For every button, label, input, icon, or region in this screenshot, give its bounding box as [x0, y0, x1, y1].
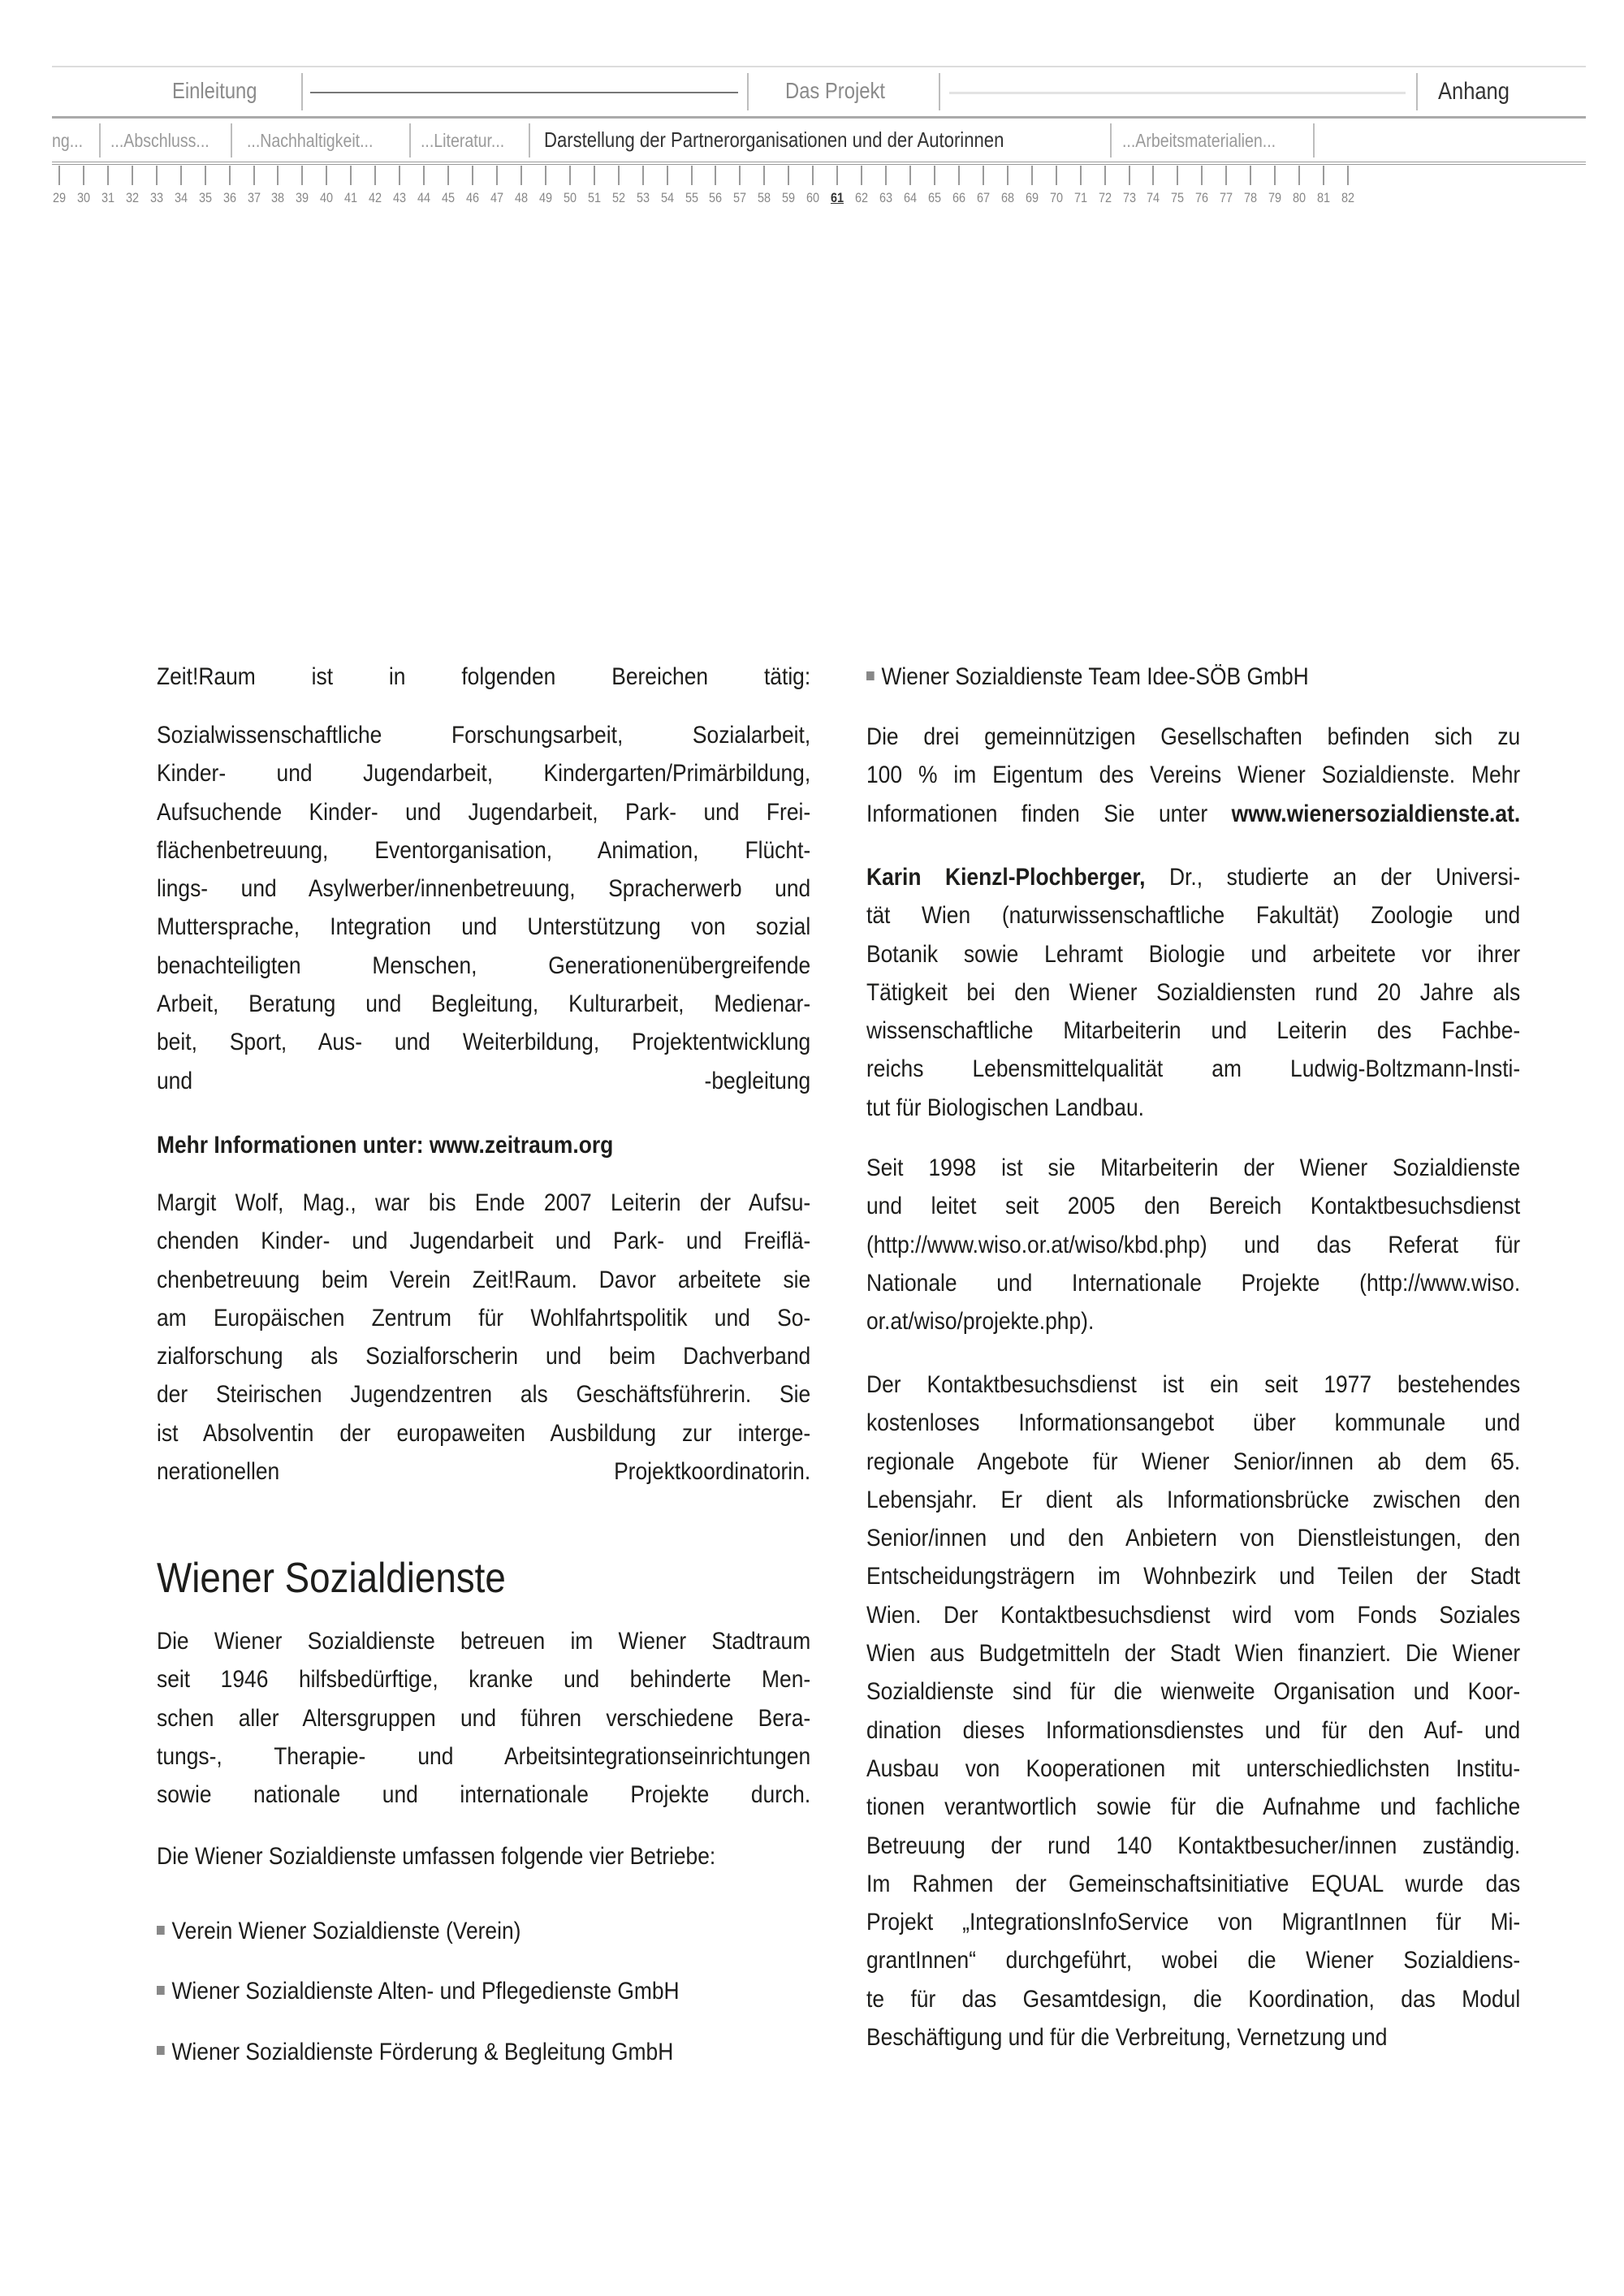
text-line: am Europäischen Zentrum für Wohlfahrtspolitik und So-: [157, 1304, 811, 1331]
page-tick: [983, 166, 984, 185]
text-line: Die drei gemeinnützigen Gesellschaften befinden sich zu: [866, 723, 1521, 750]
page-number[interactable]: 32: [125, 190, 139, 205]
page-number[interactable]: 44: [417, 190, 431, 205]
page-tick: [350, 166, 352, 185]
page-number[interactable]: 80: [1293, 190, 1307, 205]
text-line: Lebensjahr. Er dient als Informationsbrücke zwischen den: [866, 1486, 1521, 1513]
page-number[interactable]: 58: [758, 190, 771, 205]
page-number[interactable]: 37: [247, 190, 261, 205]
section-heading: Wiener Sozialdienste: [157, 1555, 506, 1602]
page-number[interactable]: 63: [879, 190, 893, 205]
betriebe-intro: [157, 1837, 810, 1875]
text-line: Im Rahmen der Gemeinschaftsinitiative EQUAL wurde das: [866, 1870, 1521, 1897]
section-progress-line: [949, 92, 1406, 94]
text-line: Ausbau von Kooperationen mit unterschiedlichsten Institu-: [866, 1754, 1521, 1782]
page-tick: [107, 166, 109, 185]
text-line: Beschäftigung und für die Verbreitung, Vernetzung und: [866, 2024, 1388, 2052]
page-tick: [934, 166, 935, 185]
page-number[interactable]: 45: [442, 190, 456, 205]
page-tick: [1225, 166, 1227, 185]
text-line: reichs Lebensmittelqualität am Ludwig-Boltzmann-Insti-: [866, 1055, 1521, 1083]
text-line: beit, Sport, Aus- und Weiterbildung, Projektentwicklung: [157, 1029, 811, 1056]
karin-paragraph: [866, 858, 1520, 1127]
page-tick: [205, 166, 206, 185]
divider: [52, 116, 1586, 119]
text-line: benachteiligten Menschen, Generationenübergreifende: [157, 952, 811, 979]
divider: [529, 123, 530, 158]
page-number[interactable]: 30: [76, 190, 90, 205]
text-line: Wien aus Budgetmitteln der Stadt Wien finanziert. Die Wiener: [866, 1640, 1521, 1668]
text-line: Margit Wolf, Mag., war bis Ende 2007 Leiterin der Aufsu-: [157, 1189, 811, 1216]
list-item-text: Wiener Sozialdienste Team Idee-SÖB GmbH: [881, 663, 1309, 690]
more-info-link[interactable]: [157, 1126, 810, 1164]
page-number[interactable]: 34: [174, 190, 188, 205]
list-item: [157, 2033, 810, 2071]
page-tick: [277, 166, 279, 185]
text-line: [866, 858, 1520, 896]
page-tick: [861, 166, 862, 185]
more-info-text[interactable]: Mehr Informationen unter: www.zeitraum.org: [157, 1132, 614, 1159]
page-number[interactable]: 31: [101, 190, 114, 205]
text-line: Aufsuchende Kinder- und Jugendarbeit, Park- und Frei-: [157, 798, 811, 826]
bullet-icon: [866, 671, 875, 680]
bullet-icon: [157, 2046, 165, 2055]
betriebe-list: [157, 1912, 810, 2071]
wiso-website-link[interactable]: www.wienersozialdienste.at.: [1231, 800, 1521, 827]
chapter-tab[interactable]: ...Literatur...: [421, 130, 505, 151]
chapter-tab[interactable]: ...Abschluss...: [110, 130, 209, 151]
page-tick: [326, 166, 327, 185]
page-number[interactable]: 75: [1171, 190, 1185, 205]
text-span: Informationen finden Sie unter: [866, 800, 1232, 827]
text-line: tut für Biologischen Landbau.: [866, 1094, 1144, 1121]
page-tick: [739, 166, 741, 185]
chapter-tab[interactable]: ...Arbeitsmaterialien...: [1122, 130, 1276, 151]
page-tick: [1007, 166, 1009, 185]
page-number[interactable]: 38: [271, 190, 285, 205]
margit-paragraph: [157, 1184, 810, 1491]
divider: [1416, 73, 1418, 110]
text-line: Betreuung der rund 140 Kontaktbesucher/innen zuständig.: [866, 1832, 1521, 1859]
page-tick: [423, 166, 425, 185]
page-number-current[interactable]: 61: [831, 190, 844, 205]
text-line: ist Absolventin der europaweiten Ausbildung zur interge-: [157, 1419, 811, 1447]
page-tick: [1152, 166, 1154, 185]
intro-paragraph: [157, 658, 810, 696]
text-line: und -begleitung: [157, 1067, 811, 1094]
text-line: der Steirischen Jugendzentren als Geschäftsführerin. Sie: [157, 1381, 811, 1409]
text-line: Nationale und Internationale Projekte (http://www.wiso.: [866, 1269, 1521, 1297]
list-item: [866, 658, 1520, 696]
page-number[interactable]: 59: [782, 190, 796, 205]
text-line: Botanik sowie Lehramt Biologie und arbeitete vor ihrer: [866, 940, 1521, 968]
page-tick: [1298, 166, 1300, 185]
page-number[interactable]: 66: [952, 190, 965, 205]
page-tick: [715, 166, 716, 185]
page-tick: [1129, 166, 1130, 185]
list-item: [157, 1912, 810, 1950]
bullet-item: [866, 658, 1520, 696]
text-line: regionale Angebote für Wiener Senior/innen ab dem 65.: [866, 1448, 1521, 1475]
chapter-tab-current[interactable]: Darstellung der Partnerorganisationen und der Autorinnen: [544, 127, 1004, 152]
page-tick: [691, 166, 693, 185]
page-number[interactable]: 48: [514, 190, 528, 205]
page-tick: [1274, 166, 1276, 185]
page-tick: [836, 166, 838, 185]
page-number[interactable]: 72: [1098, 190, 1112, 205]
text-line: Wien. Der Kontaktbesuchsdienst wird vom Fonds Soziales: [866, 1601, 1521, 1629]
divider: [747, 73, 749, 110]
text-line: Arbeit, Beratung und Begleitung, Kulturarbeit, Medienar-: [157, 990, 811, 1018]
text-line: und leitet seit 2005 den Bereich Kontaktbesuchsdienst: [866, 1193, 1521, 1220]
page-tick: [156, 166, 158, 185]
page-tick: [788, 166, 789, 185]
page-number[interactable]: 39: [296, 190, 309, 205]
page-tick: [667, 166, 668, 185]
page-number[interactable]: 62: [855, 190, 869, 205]
page-number[interactable]: 74: [1147, 190, 1160, 205]
list-item-text: Verein Wiener Sozialdienste (Verein): [171, 1918, 521, 1944]
page-number[interactable]: 33: [149, 190, 163, 205]
page-tick: [909, 166, 911, 185]
page-tick: [472, 166, 473, 185]
list-item-text: Wiener Sozialdienste Förderung & Begleitung GmbH: [171, 2038, 674, 2065]
page-number[interactable]: 69: [1025, 190, 1039, 205]
text-line: tionen verantwortlich sowie für die Aufnahme und fachliche: [866, 1793, 1521, 1821]
page-number[interactable]: 35: [198, 190, 212, 205]
divider: [99, 123, 101, 158]
page-tick: [812, 166, 814, 185]
page-tick: [1177, 166, 1178, 185]
text-line: Projekt „IntegrationsInfoService von MigrantInnen für Mi-: [866, 1909, 1521, 1936]
divider: [52, 162, 1586, 165]
page-number[interactable]: 65: [927, 190, 941, 205]
page-tick: [1201, 166, 1203, 185]
page-number[interactable]: 57: [733, 190, 747, 205]
page-tick: [301, 166, 303, 185]
page-number[interactable]: 81: [1317, 190, 1331, 205]
bullet-icon: [157, 1926, 165, 1935]
divider: [409, 123, 411, 158]
page-number[interactable]: 42: [369, 190, 382, 205]
page-number[interactable]: 76: [1195, 190, 1209, 205]
page-number[interactable]: 36: [222, 190, 236, 205]
page-number[interactable]: 67: [976, 190, 990, 205]
text-line: lings- und Asylwerber/innenbetreuung, Spracherwerb und: [157, 875, 811, 903]
list-item-text: Wiener Sozialdienste Alten- und Pflegedienste GmbH: [171, 1978, 680, 2005]
page-tick: [958, 166, 960, 185]
page-tick: [1323, 166, 1324, 185]
page-tick: [1347, 166, 1349, 185]
kbd-paragraph: [866, 1366, 1520, 2056]
page-number[interactable]: 82: [1341, 190, 1355, 205]
text-line: Die Wiener Sozialdienste betreuen im Wiener Stadtraum: [157, 1628, 811, 1655]
text-line: Sozialdienste sind für die wienweite Organisation und Koor-: [866, 1678, 1521, 1706]
text-line: schen aller Altersgruppen und führen verschiedene Bera-: [157, 1704, 811, 1732]
page-tick: [1104, 166, 1106, 185]
page-number[interactable]: 40: [320, 190, 334, 205]
page-number[interactable]: 56: [709, 190, 723, 205]
text-line: chenden Kinder- und Jugendarbeit und Park- und Freiflä-: [157, 1228, 811, 1255]
page-number[interactable]: 50: [563, 190, 577, 205]
text-line: [866, 795, 1520, 833]
text-line: seit 1946 hilfsbedürftige, kranke und behinderte Men-: [157, 1666, 811, 1694]
page-tick: [1031, 166, 1033, 185]
text-line: flächenbetreuung, Eventorganisation, Animation, Flücht-: [157, 836, 811, 864]
text-line: wissenschaftliche Mitarbeiterin und Leiterin des Fachbe-: [866, 1017, 1521, 1045]
drei-lines: [866, 718, 1520, 795]
bullet-icon: [157, 1986, 165, 1995]
page-tick: [399, 166, 400, 185]
text-line: tät Wien (naturwissenschaftliche Fakultät) Zoologie und: [866, 902, 1521, 930]
seit-paragraph: [866, 1149, 1520, 1340]
page-tick: [763, 166, 765, 185]
page-tick: [642, 166, 644, 185]
page-number[interactable]: 68: [1000, 190, 1014, 205]
page-number[interactable]: 52: [611, 190, 625, 205]
page-tick: [447, 166, 449, 185]
page-tick: [569, 166, 571, 185]
page-number[interactable]: 60: [806, 190, 820, 205]
page-tick: [374, 166, 376, 185]
page-number[interactable]: 78: [1244, 190, 1258, 205]
text-line: dination dieses Informationsdienstes und für den Auf- und: [866, 1716, 1521, 1744]
page-tick: [1250, 166, 1251, 185]
text-line: (http://www.wiso.or.at/wiso/kbd.php) und das Referat für: [866, 1231, 1521, 1258]
page-tick: [594, 166, 595, 185]
page-tick: [1056, 166, 1057, 185]
page-index: [0, 166, 1624, 214]
wiso-intro-paragraph: [157, 1622, 810, 1814]
page-tick: [520, 166, 522, 185]
text-line: Sozialwissenschaftliche Forschungsarbeit, Sozialarbeit,: [157, 722, 811, 749]
text-line: kostenloses Informationsangebot über kommunale und: [866, 1409, 1521, 1437]
text-line: nerationellen Projektkoordinatorin.: [157, 1458, 811, 1486]
section-tab-das-projekt[interactable]: Das Projekt: [785, 78, 886, 103]
page-tick: [253, 166, 255, 185]
page-number[interactable]: 46: [465, 190, 480, 205]
page-number[interactable]: 70: [1049, 190, 1063, 205]
chapter-tab[interactable]: ...Nachhaltigkeit...: [247, 130, 374, 151]
drei-paragraph: [866, 718, 1520, 833]
text-line: Kinder- und Jugendarbeit, Kindergarten/Primärbildung,: [157, 760, 811, 788]
list-item: [157, 1972, 810, 2010]
page-number[interactable]: 54: [660, 190, 674, 205]
page-tick: [83, 166, 84, 185]
page-tick: [180, 166, 182, 185]
divider: [231, 123, 232, 158]
page-number[interactable]: 71: [1073, 190, 1087, 205]
page-number[interactable]: 77: [1220, 190, 1233, 205]
text-line: zialforschung als Sozialforscherin und beim Dachverband: [157, 1343, 811, 1370]
text-span: Dr., studierte an der Universi-: [1145, 864, 1521, 891]
text-line: Zeit!Raum ist in folgenden Bereichen tätig:: [157, 663, 811, 690]
page-tick: [618, 166, 620, 185]
text-line: or.at/wiso/projekte.php).: [866, 1308, 1095, 1336]
page-tick: [496, 166, 498, 185]
text-line: Seit 1998 ist sie Mitarbeiterin der Wiener Sozialdienste: [866, 1154, 1521, 1181]
text-line: 100 % im Eigentum des Vereins Wiener Sozialdienste. Mehr: [866, 762, 1521, 789]
section-tab-anhang[interactable]: Anhang: [1438, 78, 1510, 105]
text-line: Entscheidungsträgern im Wohnbezirk und Teilen der Stadt: [866, 1563, 1521, 1590]
text-line: chenbetreuung beim Verein Zeit!Raum. Davor arbeitete sie: [157, 1266, 811, 1293]
page-tick: [229, 166, 231, 185]
section-progress-line: [310, 92, 738, 93]
page-number[interactable]: 51: [587, 190, 601, 205]
page-number[interactable]: 64: [903, 190, 918, 205]
divider: [301, 73, 303, 110]
chapter-tab[interactable]: ng...: [52, 130, 84, 151]
divider: [1110, 123, 1112, 158]
page-number[interactable]: 49: [538, 190, 552, 205]
page-number[interactable]: 55: [685, 190, 698, 205]
page-number[interactable]: 43: [393, 190, 407, 205]
divider: [1313, 123, 1315, 158]
page-number[interactable]: 41: [344, 190, 358, 205]
page-tick: [1080, 166, 1082, 185]
text-line: Tätigkeit bei den Wiener Sozialdiensten rund 20 Jahre als: [866, 978, 1521, 1006]
page-number[interactable]: 73: [1122, 190, 1136, 205]
text-line: Die Wiener Sozialdienste umfassen folgende vier Betriebe:: [157, 1843, 716, 1870]
page-number[interactable]: 53: [636, 190, 650, 205]
divider: [52, 66, 1586, 67]
text-line: Muttersprache, Integration und Unterstützung von sozial: [157, 913, 811, 941]
author-name: Karin Kienzl-Plochberger,: [866, 864, 1146, 891]
page-number[interactable]: 47: [490, 190, 504, 205]
page-tick: [885, 166, 887, 185]
text-line: Der Kontaktbesuchsdienst ist ein seit 1977 bestehendes: [866, 1371, 1521, 1398]
areas-paragraph: [157, 716, 810, 1100]
text-line: sowie nationale und internationale Projekte durch.: [157, 1781, 811, 1809]
section-tab-einleitung[interactable]: Einleitung: [172, 78, 257, 103]
text-line: grantInnen“ durchgeführt, wobei die Wiener Sozialdiens-: [866, 1947, 1521, 1974]
karin-lines: [866, 896, 1520, 1127]
page-number[interactable]: 29: [52, 190, 67, 205]
text-line: te für das Gesamtdesign, die Koordination, das Modul: [866, 1985, 1521, 2013]
page-tick: [58, 166, 60, 185]
page-number[interactable]: 79: [1268, 190, 1282, 205]
page-tick: [132, 166, 133, 185]
text-line: tungs-, Therapie- und Arbeitsintegrationseinrichtungen: [157, 1742, 811, 1770]
divider: [939, 73, 940, 110]
text-line: Senior/innen und den Anbietern von Dienstleistungen, den: [866, 1525, 1521, 1552]
page-tick: [545, 166, 546, 185]
